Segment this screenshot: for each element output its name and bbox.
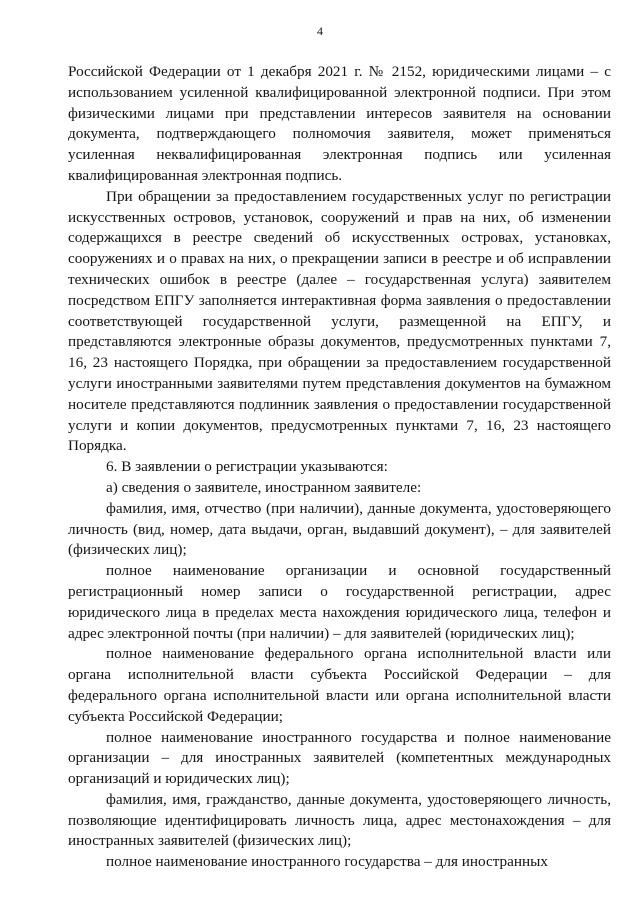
paragraph-foreign-state: полное наименование иностранного государства – для иностранных	[106, 853, 548, 871]
paragraph-signature-continuation: Российской Федерации от 1 декабря 2021 г. № 2152, юридическими лицами – с использованием усиленной квалифицированной электронной подписи. При этом физическими лицами при представлении интересов заявителя на основании документа, подтверждающего полномочия заявителя, может применяться усиленная неквалифицированная электронная подпись или усиленная квалифицированная электронная подпись.	[68, 63, 611, 184]
paragraph-individuals: фамилия, имя, отчество (при наличии), данные документа, удостоверяющего личность (вид, номер, дата выдачи, орган, выдавший документ), – для заявителей (физических лиц);	[68, 499, 611, 559]
paragraph-executive-bodies: полное наименование федерального органа исполнительной власти или органа исполнительной власти субъекта Российской Федерации – для федерального органа исполнительной власти или органа исполнительной власти субъекта Российской Федерации;	[68, 645, 611, 725]
page-number: 4	[317, 24, 323, 38]
paragraph-foreign-individuals: фамилия, имя, гражданство, данные документа, удостоверяющего личность, позволяющие идентифицировать личность лица, адрес местонахождения – для иностранных заявителей (физических лиц);	[68, 790, 611, 850]
paragraph-item-6-heading: 6. В заявлении о регистрации указываются:	[106, 458, 388, 476]
paragraph-epgu-application: При обращении за предоставлением государственных услуг по регистрации искусственных островов, установок, сооружений и прав на них, об изменении содержащихся в реестре сведений об искусственных островах, установках, сооружениях и о правах на них, о прекращении записи в реестре и об исправлении технических ошибок в реестре (далее – государственная услуга) заявителем посредством ЕПГУ заполняется интерактивная форма заявления о предоставлении соответствующей государственной услуги, размещенной на ЕПГУ, и представляются электронные образы документов, предусмотренных пунктами 7, 16, 23 настоящего Порядка, при обращении за предоставлением государственной услуги иностранными заявителями путем представления документов на бумажном носителе представляются подлинник заявления о предоставлении государственной услуги и копии документов, предусмотренных пунктами 7, 16, 23 настоящего Порядка.	[68, 187, 611, 455]
paragraph-subitem-a-heading: а) сведения о заявителе, иностранном заявителе:	[106, 478, 422, 496]
paragraph-foreign-organizations: полное наименование иностранного государства и полное наименование организации – для иностранных заявителей (компетентных международных организаций и юридических лиц);	[68, 728, 611, 788]
document-body	[68, 62, 611, 873]
paragraph-legal-entities: полное наименование организации и основной государственный регистрационный номер записи о государственной регистрации, адрес юридического лица в пределах места нахождения юридического лица, телефон и адрес электронной почты (при наличии) – для заявителей (юридических лиц);	[68, 562, 611, 642]
